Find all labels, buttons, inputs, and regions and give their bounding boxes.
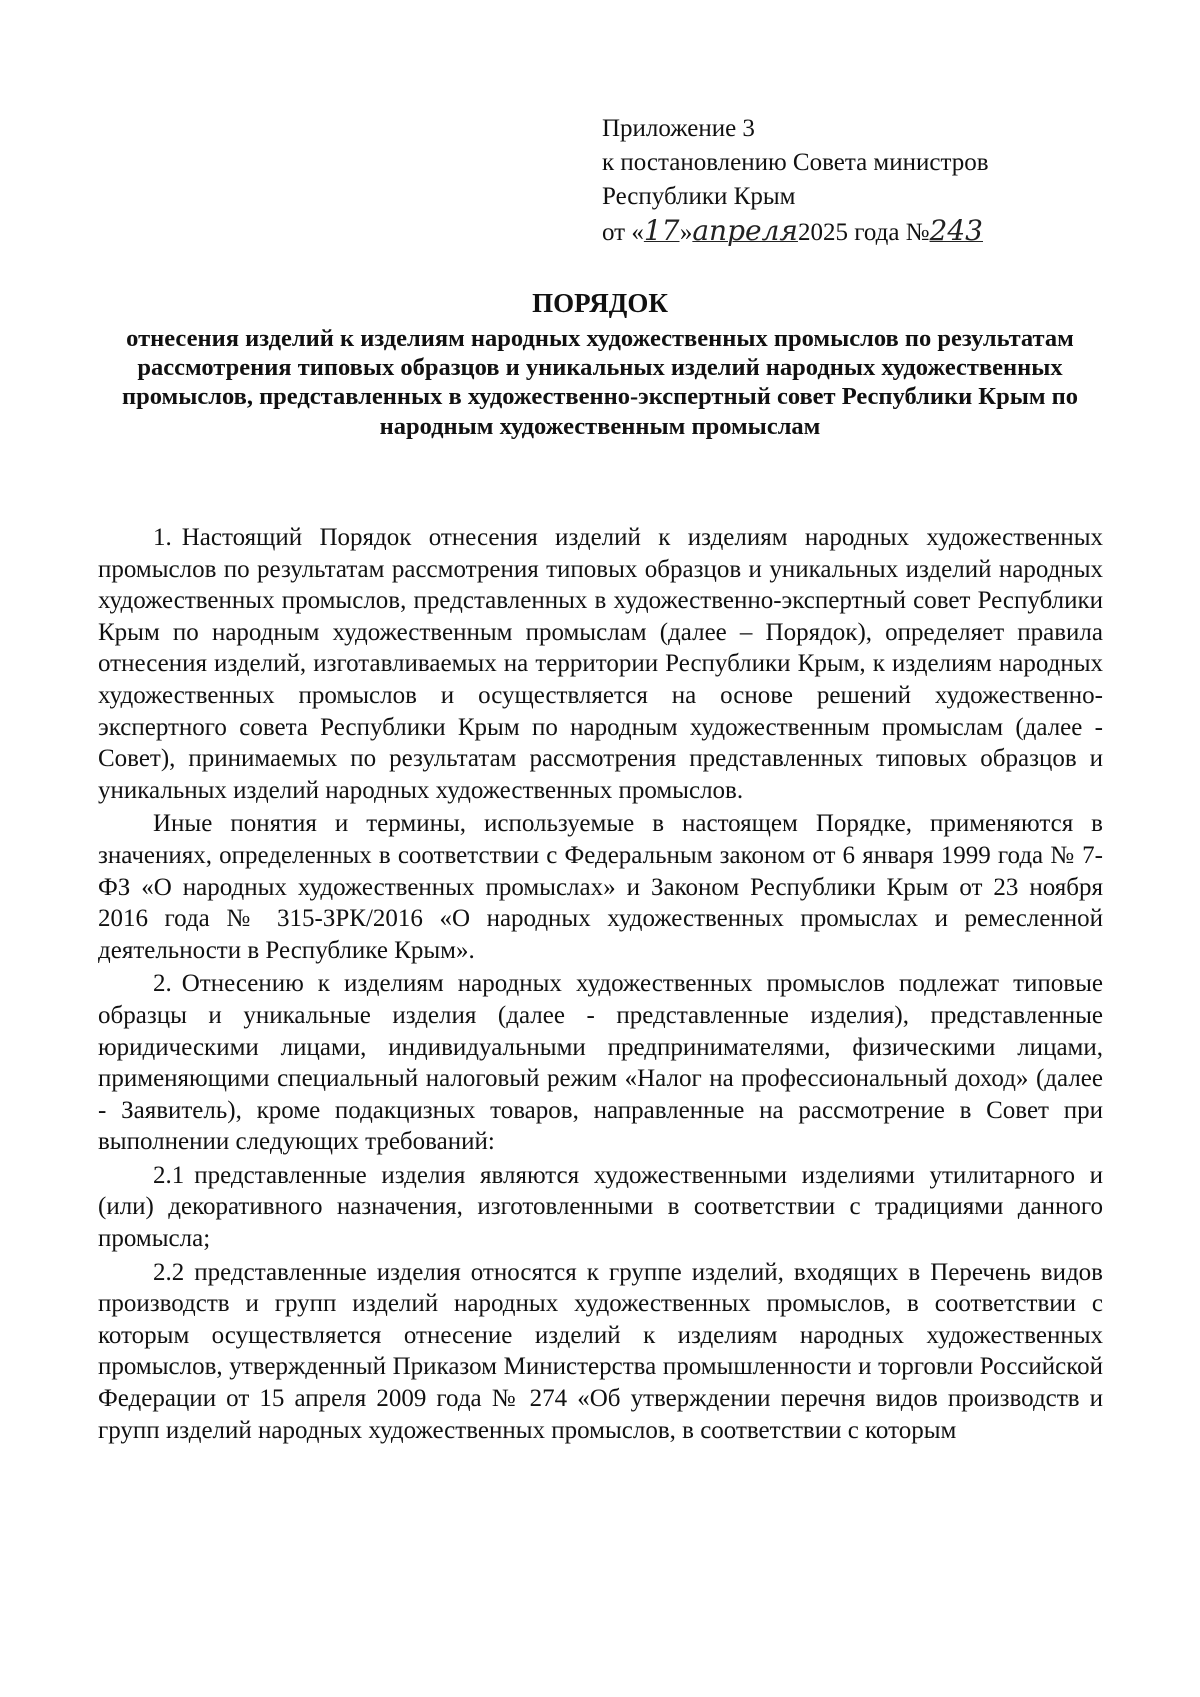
date-mid: »: [679, 219, 693, 246]
paragraph-text: представленные изделия являются художественными изделиями утилитарного и (или) декоративного назначения, изготовленными в соответствии с традициями данного промысла;: [98, 1161, 1103, 1253]
paragraph-text: Настоящий Порядок отнесения изделий к изделиям народных художественных промыслов по результатам рассмотрения типовых образцов и уникальных изделий народных художественных промыслов, представленных в художественно-экспертный совет Республики Крым по народным художественным промыслам (далее – Порядок), определяет правила отнесения изделий, изготавливаемых на территории Республики Крым, к изделиям народных художественных промыслов и осуществляется на основе решений художественно-экспертного совета Республики Крым по народным художественным промыслам (далее - Совет), принимаемых по результатам рассмотрения представленных типовых образцов и уникальных изделий народных художественных промыслов.: [98, 524, 1103, 804]
annex-header: [602, 112, 989, 250]
document-subtitle: отнесения изделий к изделиям народных художественных промыслов по результатам рассмотрения типовых образцов и уникальных изделий народных художественных промыслов, представленных в художественно-экспертный совет Республики Крым по народным художественным промыслам: [121, 325, 1079, 440]
annex-date-line: [602, 214, 989, 250]
annex-reference-cont: Республики Крым: [602, 183, 796, 210]
paragraph-1: [98, 522, 1103, 806]
paragraph-2-2: [98, 1257, 1103, 1447]
document-body: [98, 522, 1103, 1448]
date-prefix: от «: [602, 219, 644, 246]
paragraph-text: Иные понятия и термины, используемые в настоящем Порядке, применяются в значениях, определенных в соответствии с Федеральным законом от 6 января 1999 года № 7-ФЗ «О народных художественных промыслах» и Законом Республики Крым от 23 ноября 2016 года № 315-ЗРК/2016 «О народных художественных промыслах и ремесленной деятельности в Республике Крым».: [98, 810, 1103, 964]
handwritten-month: апреля: [692, 214, 798, 247]
paragraph-1-terms: [98, 808, 1103, 966]
handwritten-day: 17: [643, 214, 680, 247]
paragraph-2: [98, 968, 1103, 1158]
paragraph-text: Отнесению к изделиям народных художественных промыслов подлежат типовые образцы и уникальные изделия (далее - представленные изделия), представленные юридическими лицами, индивидуальными предпринимателями, физическими лицами, применяющими специальный налоговый режим «Налог на профессиональный доход» (далее - Заявитель), кроме подакцизных товаров, направленные на рассмотрение в Совет при выполнении следующих требований:: [98, 970, 1103, 1156]
annex-reference: к постановлению Совета министров: [602, 149, 989, 176]
paragraph-number: 2.2: [153, 1258, 185, 1286]
paragraph-2-1: [98, 1160, 1103, 1255]
handwritten-number: 243: [929, 214, 983, 247]
annex-title: Приложение 3: [602, 115, 755, 142]
document-title: ПОРЯДОК: [532, 288, 668, 318]
paragraph-text: представленные изделия относятся к группе изделий, входящих в Перечень видов производств и групп изделий народных художественных промыслов, в соответствии с которым осуществляется отнесение изделий к изделиям народных художественных промыслов, утвержденный Приказом Министерства промышленности и торговли Российской Федерации от 15 апреля 2009 года № 274 «Об утверждении перечня видов производств и групп изделий народных художественных промыслов, в соответствии с которым: [98, 1258, 1103, 1444]
paragraph-number: 2.: [153, 970, 172, 998]
paragraph-number: 1.: [153, 524, 172, 551]
paragraph-number: 2.1: [153, 1161, 185, 1189]
date-year: 2025 года №: [797, 219, 930, 246]
